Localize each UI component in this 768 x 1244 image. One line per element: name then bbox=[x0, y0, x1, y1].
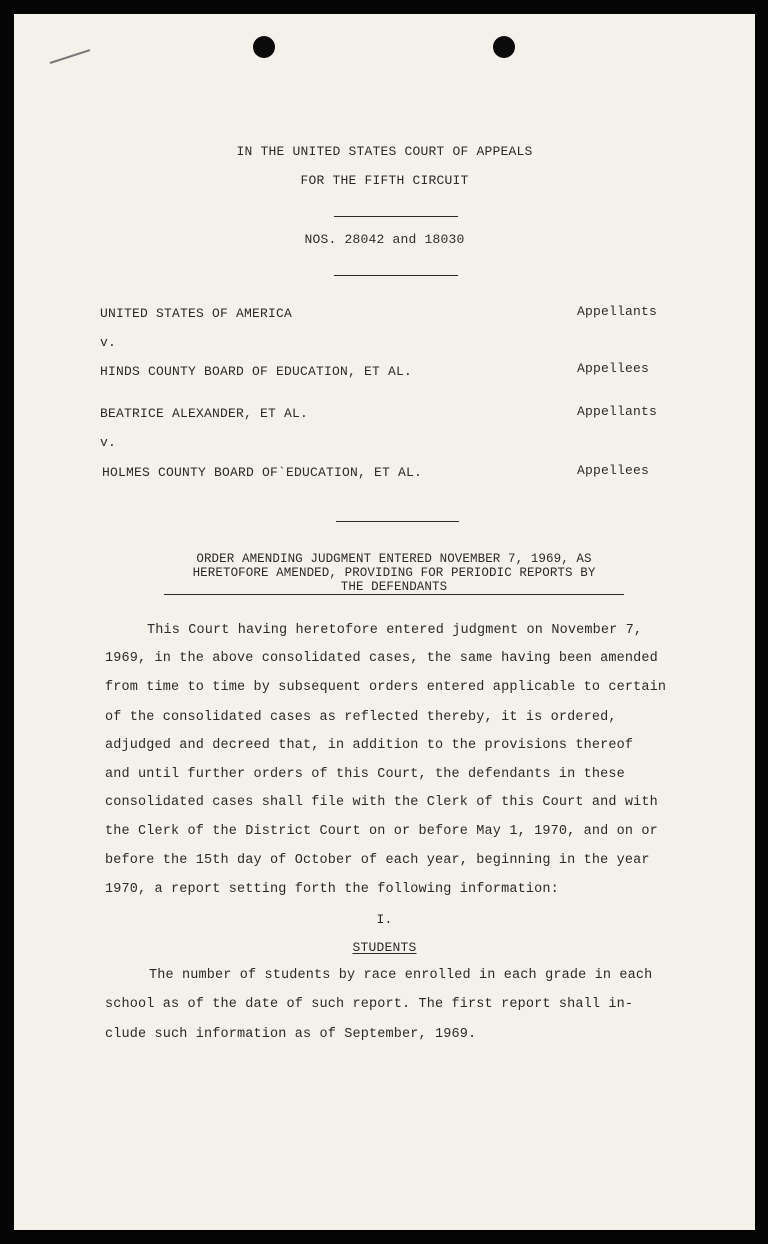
case2-defendant-role: Appellees bbox=[577, 463, 650, 478]
case2-defendant: HOLMES COUNTY BOARD OF`EDUCATION, ET AL. bbox=[102, 465, 423, 480]
case2-versus: v. bbox=[100, 435, 117, 450]
document-page bbox=[14, 14, 755, 1230]
body-line: of the consolidated cases as reflected thereby, it is ordered, bbox=[105, 710, 617, 725]
divider-1 bbox=[334, 216, 458, 217]
case1-defendant: HINDS COUNTY BOARD OF EDUCATION, ET AL. bbox=[100, 364, 413, 379]
body-line: adjudged and decreed that, in addition to the provisions thereof bbox=[105, 738, 634, 753]
pencil-mark bbox=[50, 49, 91, 64]
case2-plaintiff-role: Appellants bbox=[577, 404, 658, 419]
body-line: 1969, in the above consolidated cases, the same having been amended bbox=[105, 651, 658, 666]
section-heading-text: STUDENTS bbox=[352, 940, 417, 955]
section-number: I. bbox=[376, 912, 393, 927]
case1-versus: v. bbox=[100, 335, 117, 350]
order-title-line1: ORDER AMENDING JUDGMENT ENTERED NOVEMBER 7, 1969, AS bbox=[196, 552, 592, 566]
section-line: The number of students by race enrolled in each grade in each bbox=[149, 968, 653, 983]
divider-3 bbox=[336, 521, 459, 522]
order-title-line2: HERETOFORE AMENDED, PROVIDING FOR PERIODIC REPORTS BY bbox=[192, 566, 596, 580]
binder-hole-right bbox=[493, 36, 515, 58]
body-line: from time to time by subsequent orders entered applicable to certain bbox=[105, 680, 667, 695]
body-line: 1970, a report setting forth the following information: bbox=[105, 882, 559, 897]
order-title-line3: THE DEFENDANTS bbox=[340, 580, 448, 594]
order-title-underline bbox=[164, 594, 624, 595]
case1-defendant-role: Appellees bbox=[577, 361, 650, 376]
body-line: consolidated cases shall file with the Clerk of this Court and with bbox=[105, 795, 658, 810]
section-line: school as of the date of such report. The first report shall in- bbox=[105, 997, 634, 1012]
order-title bbox=[164, 552, 624, 594]
case1-plaintiff-role: Appellants bbox=[577, 304, 658, 319]
circuit-name: FOR THE FIFTH CIRCUIT bbox=[300, 173, 469, 188]
body-line: before the 15th day of October of each year, beginning in the year bbox=[105, 853, 650, 868]
body-line: This Court having heretofore entered judgment on November 7, bbox=[147, 623, 643, 638]
case2-plaintiff: BEATRICE ALEXANDER, ET AL. bbox=[100, 406, 309, 421]
section-line: clude such information as of September, 1969. bbox=[105, 1027, 477, 1042]
body-line: and until further orders of this Court, the defendants in these bbox=[105, 767, 625, 782]
section-heading bbox=[14, 940, 755, 955]
case1-plaintiff: UNITED STATES OF AMERICA bbox=[100, 306, 293, 321]
binder-hole-left bbox=[253, 36, 275, 58]
court-name: IN THE UNITED STATES COURT OF APPEALS bbox=[236, 144, 533, 159]
divider-2 bbox=[334, 275, 458, 276]
body-line: the Clerk of the District Court on or before May 1, 1970, and on or bbox=[105, 824, 658, 839]
case-numbers: NOS. 28042 and 18030 bbox=[304, 232, 465, 247]
